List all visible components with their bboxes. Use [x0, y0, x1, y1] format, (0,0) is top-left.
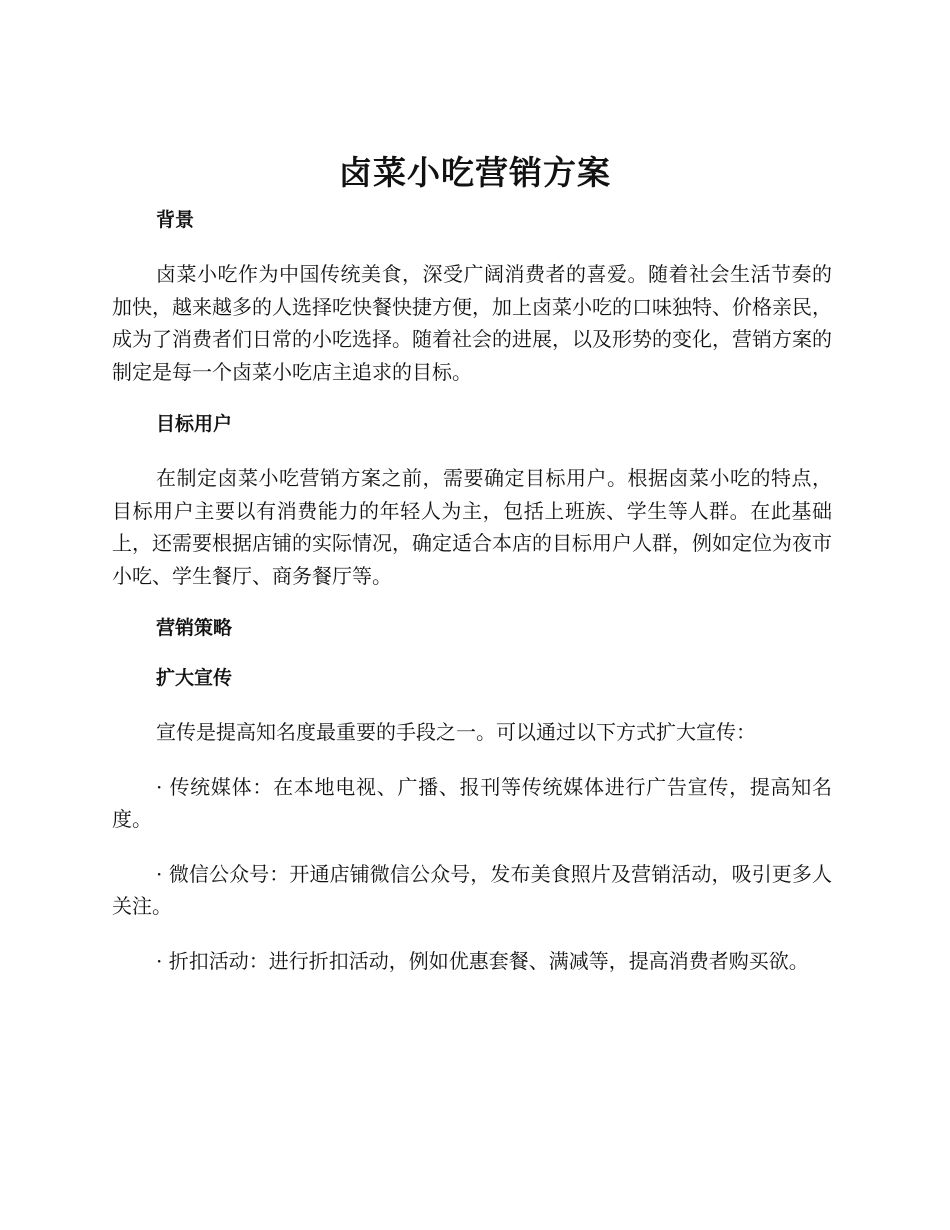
heading-promotion: 扩大宣传: [156, 667, 233, 689]
paragraph-background: 卤菜小吃作为中国传统美食，深受广阔消费者的喜爱。随着社会生活节奏的加快，越来越多的人选择吃快餐快捷方便，加上卤菜小吃的口味独特、价格亲民，成为了消费者们日常的小吃选择。随着社会的进展，以及形势的变化，营销方案的制定是每一个卤菜小吃店主追求的目标。: [112, 262, 832, 384]
document-body: [112, 206, 832, 977]
list-item: · 微信公众号：开通店铺微信公众号，发布美食照片及营销活动，吸引更多人关注。: [112, 861, 832, 918]
paragraph-promotion-intro: 宣传是提高知名度最重要的手段之一。可以通过以下方式扩大宣传：: [156, 720, 756, 744]
heading-strategy: 营销策略: [156, 617, 233, 639]
paragraph-target-users: 在制定卤菜小吃营销方案之前，需要确定目标用户。根据卤菜小吃的特点，目标用户主要以有消费能力的年轻人为主，包括上班族、学生等人群。在此基础上，还需要根据店铺的实际情况，确定适合本店的目标用户人群，例如定位为夜市小吃、学生餐厅、商务餐厅等。: [112, 466, 832, 588]
list-item: · 传统媒体：在本地电视、广播、报刊等传统媒体进行广告宣传，提高知名度。: [112, 774, 832, 831]
heading-target-users: 目标用户: [156, 413, 233, 435]
document-title: 卤菜小吃营销方案: [339, 153, 611, 192]
list-item: · 折扣活动：进行折扣活动，例如优惠套餐、满减等，提高消费者购买欲。: [156, 948, 809, 973]
heading-background: 背景: [156, 209, 195, 231]
